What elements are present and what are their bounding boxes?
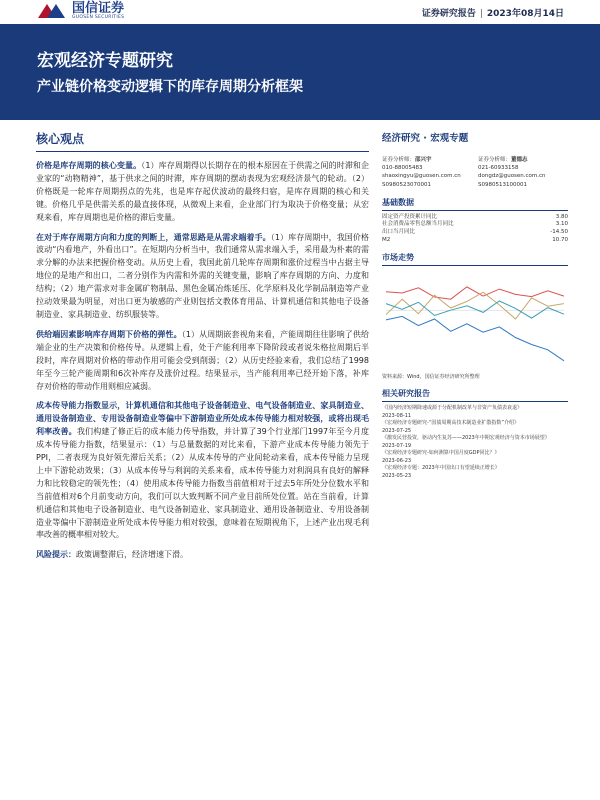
market-trend-chart bbox=[382, 269, 568, 371]
analyst-list bbox=[382, 156, 568, 189]
related-report-item[interactable]: 《激发民营投资，驱动内生复苏——2023年中期宏观经济与资本市场展望》 2023-07-19 bbox=[382, 435, 550, 449]
related-reports-heading: 相关研究报告 bbox=[382, 388, 568, 402]
basic-data-row: 固定资产投资累计同比 3.80 bbox=[382, 213, 568, 220]
trend-chart-svg bbox=[382, 269, 568, 371]
title-banner bbox=[0, 24, 600, 120]
analyst-name: 邵兴宇 bbox=[415, 157, 432, 163]
series-line-2 bbox=[386, 317, 564, 361]
chart-source: 资料来源：Wind、国信证券经济研究所整理 bbox=[382, 374, 480, 381]
analyst-email[interactable]: dongdz@guosen.com.cn bbox=[478, 173, 546, 180]
related-report-item[interactable]: 《宏观经济专题研究-“国债周期高技术制造业扩散指数”介绍》 2023-07-25 bbox=[382, 420, 519, 434]
core-view-paragraph: 在对于库存周期方向和力度的判断上，通常思路是从需求端着手。（1）库存周期中，我国价格波动“内看地产，外看出口”。在短期内分析当中，我们通常从需求端入手，采用最为朴素的需求分解的办法来把握价格变动。从历史上看，我国此前几轮库存周期和涨价过程当中占据主导地位的是地产和出口，二者分别作为内需和外需的关键变量，影响了库存周期的方向、力度和结构；（2）地产需求对非金属矿物制品、黑色金属冶炼延压、化学原料及化学制品制造等产业拉动效果最为明显，对出口更为敏感的产业则包括文教体育用品、计算机通信和其他电子设备制造业、家具制造业、纺织服装等。 bbox=[36, 232, 369, 319]
company-logo bbox=[38, 0, 124, 22]
analyst-email[interactable]: shaoxingyu@guosen.com.cn bbox=[382, 173, 461, 180]
basic-data-table bbox=[382, 214, 568, 244]
sidebar bbox=[382, 130, 568, 480]
analyst-name: 董德志 bbox=[511, 157, 528, 163]
report-title: 宏观经济专题研究 bbox=[37, 51, 173, 71]
main-content bbox=[36, 130, 369, 561]
market-trend-heading: 市场走势 bbox=[382, 252, 568, 266]
logo-name-en: GUOSEN SECURITIES bbox=[72, 14, 125, 20]
risk-warning: 风险提示：政策调整滞后，经济增速下滑。 bbox=[36, 550, 188, 560]
related-reports-list bbox=[382, 405, 568, 480]
core-view-paragraph: 价格是库存周期的核心变量。（1）库存周期得以长期存在的根本原因在于供需之间的时滞和企业家的“动物精神”，基于供求之间的时滞，库存周期的摆动表现为宏观经济景气的轮动。（2）价格既是一轮库存周期拐点的先兆，也是库存起伏波动的最终归宿，是库存周期的核心和关键。价格几乎是供需关系的最直接体现，从微观上来看，企业部门行为取决于价格变量；从宏观来看，库存周期也是价格的滞后变量。 bbox=[36, 161, 370, 222]
logo-name-cn: 国信证券 bbox=[72, 0, 125, 16]
logo-mark-icon bbox=[38, 2, 66, 20]
basic-data-row: M2 10.70 bbox=[382, 236, 568, 243]
report-meta: 证券研究报告 | 2023年08月14日 bbox=[421, 9, 564, 19]
analyst-card: 证券分析师：邵兴宇 010-88005483 shaoxingyu@guosen.com.cn S0980523070001 bbox=[382, 156, 472, 189]
analyst-phone: 021-60933158 bbox=[478, 165, 519, 172]
basic-data-row: 出口当月同比 -14.50 bbox=[382, 229, 568, 235]
related-report-item[interactable]: 《宏观经济专题研究-如何测算中国月度GDP同比？》 2023-06-23 bbox=[382, 450, 500, 464]
core-view-paragraph: 成本传导能力指数显示，计算机通信和其他电子设备制造业、电气设备制造业、家具制造业、通用设备制造业、专用设备制造业等偏中下游制造业所处成本传导能力相对较强，或将出现毛利率改善。我们构建了修正后的成本能力传导指数，并计算了39个行业部门1997年至今月度成本传导能力指数，结果显示：（1）与总量数据的对比来看，下游产业成本传导能力领先于PPI，二者表现为良好领先滞后关系；（2）从成本传导的产业间轮动来看，成本传导能力呈现上中下游轮动效果；（3）从成本传导与利润的关系来看，成本传导能力对利润具有良好的解释力和比较稳定的领先性；（4）使用成本传导能力指数当前值相对于过去5年所处分位数水平和当前值相对6个月前变动方向，我们可以大致判断不同产业目前所处位置。站在当前看，计算机通信和其他电子设备制造业、电气设备制造业、家具制造业、通用设备制造业、专用设备制造业等偏中下游制造业所处成本传导能力相对较强，意味着在短期视角下，上述产业出现毛利率改善的概率相对较大。 bbox=[36, 401, 369, 540]
core-view-paragraph: 供给端因素影响库存周期下价格的弹性。（1）从周期嵌套视角来看，产能周期往往影响了供给端企业的生产决策和价格传导。从逻辑上看，处于产能利用率下降阶段或者说朱格拉周期后半段时，库存周期对价格的带动作用可能会受到削弱；（2）从历史经验来看，我们总结了1998年至今三轮产能周期和6次补库存及涨价过程。结果显示，当产能利用率已经开始下落，补库存对价格的带动作用则相应减弱。 bbox=[36, 329, 369, 391]
basic-data-heading: 基础数据 bbox=[382, 197, 568, 211]
series-line-3 bbox=[386, 301, 564, 318]
report-category: 经济研究 · 宏观专题 bbox=[382, 133, 469, 144]
report-subtitle: 产业链价格变动逻辑下的库存周期分析框架 bbox=[37, 79, 303, 95]
analyst-cert: S0980523070001 bbox=[382, 181, 431, 188]
analyst-phone: 010-88005483 bbox=[382, 165, 423, 172]
core-views-heading: 核心观点 bbox=[36, 130, 369, 152]
basic-data-row: 社会消费品零售总额当月同比 3.10 bbox=[382, 221, 568, 228]
report-date: 2023年08月14日 bbox=[486, 9, 564, 19]
report-type: 证券研究报告 bbox=[421, 9, 476, 19]
related-report-item[interactable]: 《国内经济短期降速或源于分配机制改革与非资产负债表衰退》 2023-08-11 bbox=[382, 405, 523, 419]
analyst-cert: S0980513100001 bbox=[478, 181, 527, 188]
analyst-card: 证券分析师：董德志 021-60933158 dongdz@guosen.com.cn S0980513100001 bbox=[478, 156, 568, 189]
related-report-item[interactable]: 《宏观经济专题：2023年中国出口有望延续正增长》 2023-05-23 bbox=[382, 465, 500, 479]
